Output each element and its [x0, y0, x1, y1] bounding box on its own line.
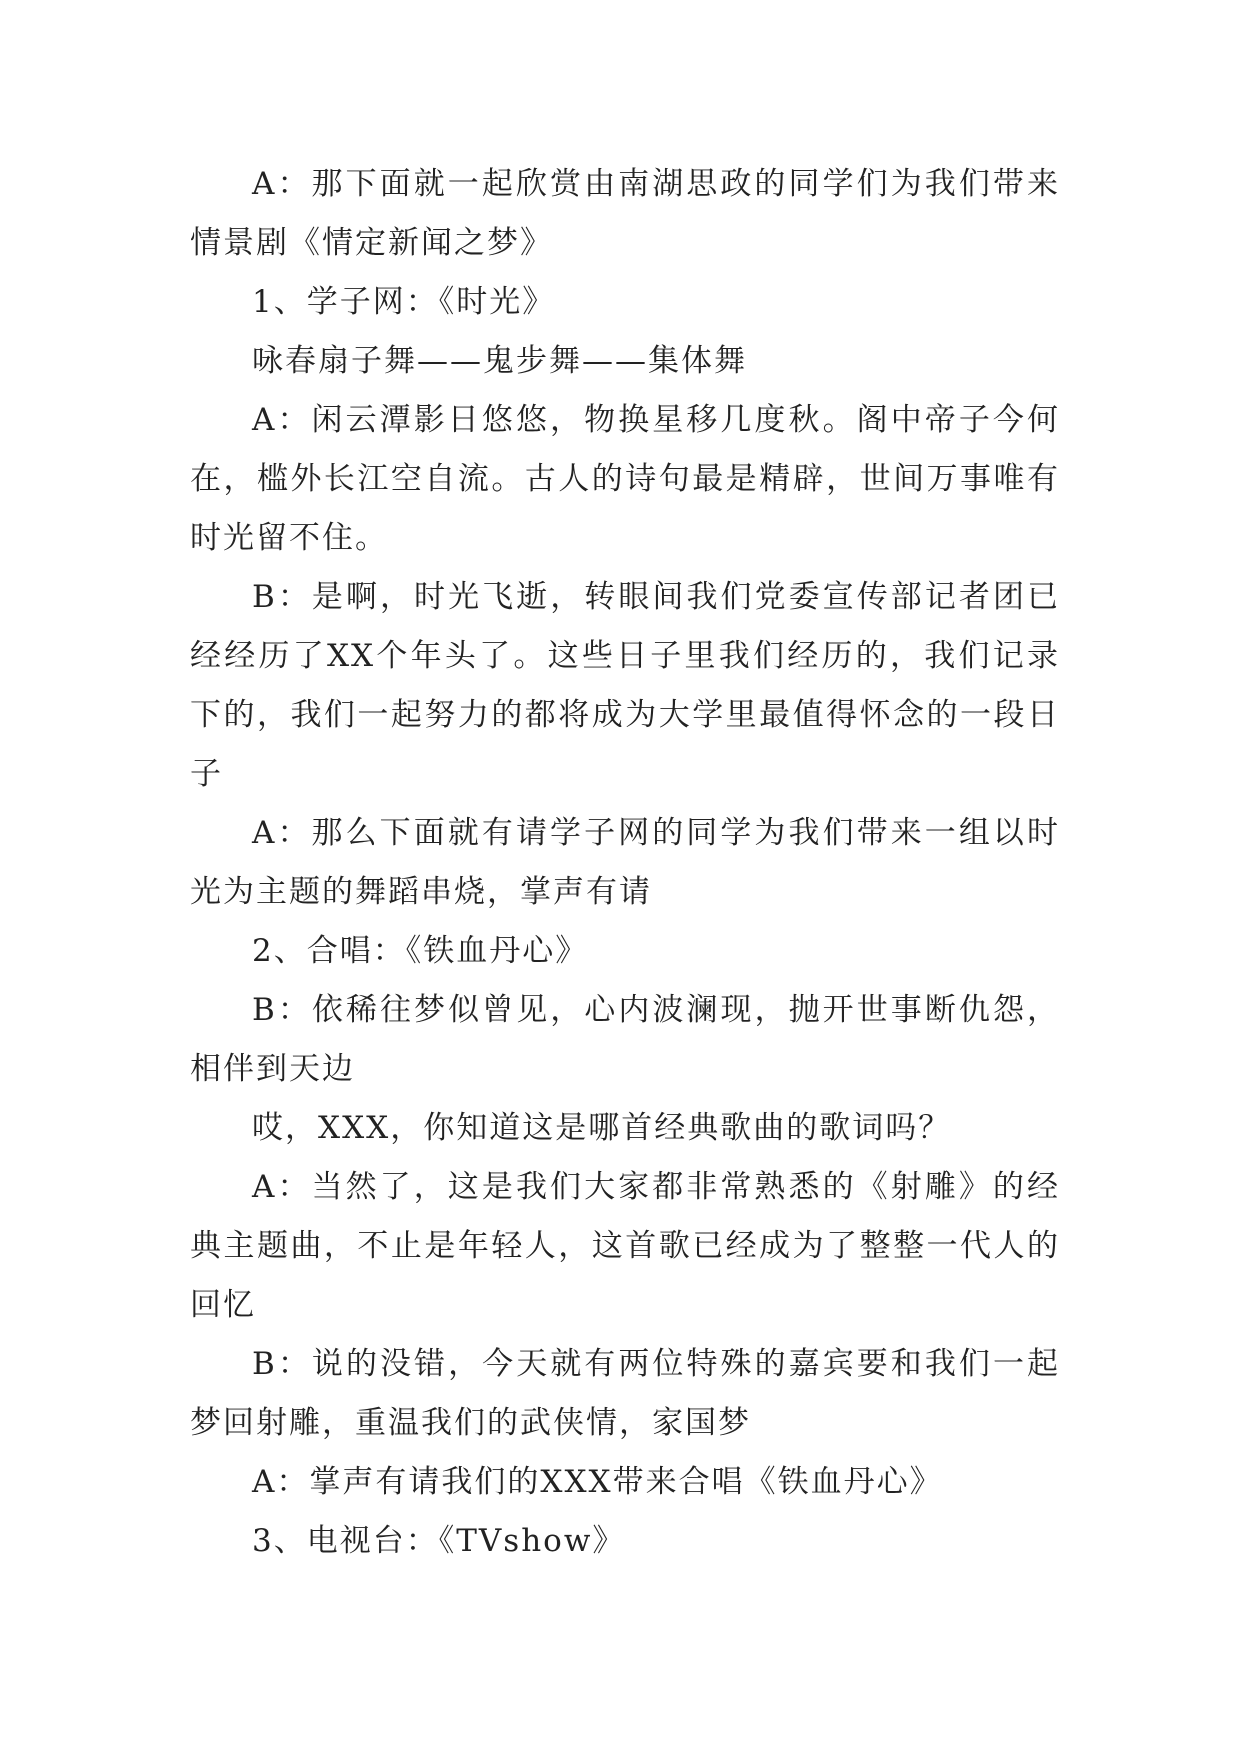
program-item-2: 2、合唱：《铁血丹心》	[252, 933, 589, 969]
paragraph-guests: B：说的没错，今天就有两位特殊的嘉宾要和我们一起梦回射雕，重温我们的武侠情，家国梦	[190, 1346, 1060, 1441]
paragraph-theme-song: A：当然了，这是我们大家都非常熟悉的《射雕》的经典主题曲，不止是年轻人，这首歌已经成为了整整一代人的回忆	[190, 1169, 1060, 1323]
paragraph-time-flies: B：是啊，时光飞逝，转眼间我们党委宣传部记者团已经经历了XX个年头了。这些日子里我们经历的，我们记录下的，我们一起努力的都将成为大学里最值得怀念的一段日子	[190, 579, 1060, 792]
paragraph-poem: A：闲云潭影日悠悠，物换星移几度秋。阁中帝子今何在，槛外长江空自流。古人的诗句最是精辟，世间万事唯有时光留不住。	[190, 402, 1060, 556]
program-item-1: 1、学子网：《时光》	[252, 284, 556, 320]
document-body	[190, 155, 1060, 1571]
paragraph-drama-intro: A：那下面就一起欣赏由南湖思政的同学们为我们带来情景剧《情定新闻之梦》	[190, 166, 1060, 261]
program-item-1-detail: 咏春扇子舞——鬼步舞——集体舞	[252, 343, 747, 379]
paragraph-question: 哎，XXX，你知道这是哪首经典歌曲的歌词吗？	[252, 1110, 952, 1146]
program-item-3: 3、电视台：《TVshow》	[252, 1523, 626, 1559]
paragraph-dance-intro: A：那么下面就有请学子网的同学为我们带来一组以时光为主题的舞蹈串烧，掌声有请	[190, 815, 1060, 910]
paragraph-lyrics: B：依稀往梦似曾见，心内波澜现，抛开世事断仇怨，相伴到天边	[190, 992, 1060, 1087]
paragraph-chorus-intro: A：掌声有请我们的XXX带来合唱《铁血丹心》	[252, 1464, 943, 1500]
